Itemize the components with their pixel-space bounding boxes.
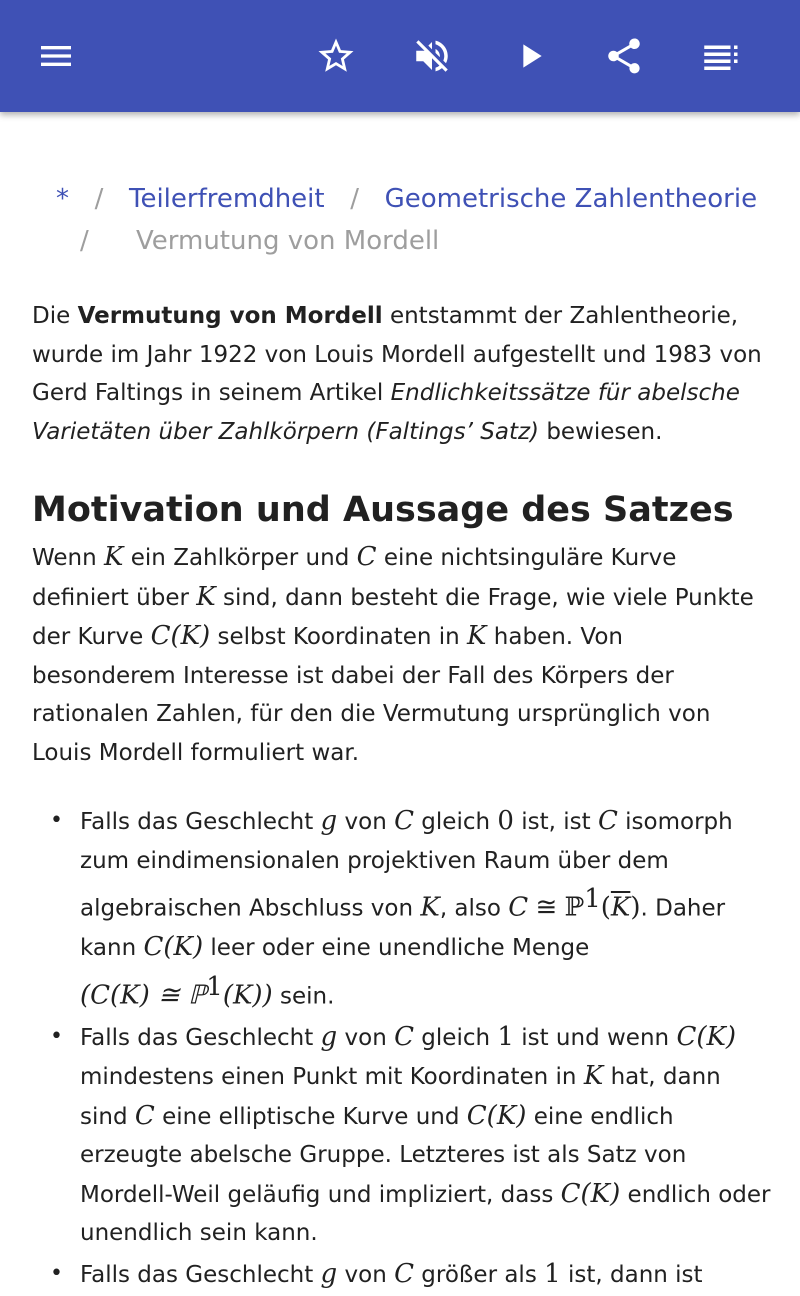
math-iso: ≅ [535,892,558,923]
playlist-button[interactable] [692,28,748,84]
math-K: K [104,542,124,572]
list-item: • Falls das Geschlecht g von C gleich 0 ist, ist C isomorph zum eindimensionalen projektiven Raum über dem algebraischen Abschluss von K, also C ≅ $ℙ^1(\overline{K})$. Daher kann C(K) leer oder eine unendliche Menge (C(K) ≅ ℙ$^1$(K)) sein. [32,802,772,1016]
math-P: ℙ [564,892,585,923]
article-citation: Endlichkeitssätze für abelsche Varietäten über Zahlkörpern (Faltings’ Satz) [32,380,740,445]
menu-button[interactable] [28,28,84,84]
intro-text: entstammt der Zahlentheorie, wurde im Jahr 1922 von Louis Mordell aufgestellt und 1983 von Gerd Faltings in seinem Artikel [32,303,762,406]
math-CK: C(K) [150,621,211,651]
intro-paragraph [32,297,772,451]
playlist-icon [699,35,741,77]
intro-bold-title: Vermutung von Mordell [77,303,383,329]
breadcrumb-current: Vermutung von Mordell [136,226,440,256]
breadcrumb-separator: / [350,184,359,214]
genus-cases-list [32,802,772,1296]
share-button[interactable] [596,28,652,84]
math-CK: C(K) [143,932,204,963]
math-C: C [356,542,377,572]
play-button[interactable] [502,28,558,84]
math-C: C [394,806,414,836]
intro-text: Die [32,303,78,329]
breadcrumb-item-geometrische-zahlentheorie[interactable]: Geometrische Zahlentheorie [384,184,758,214]
favorite-button[interactable] [308,28,364,84]
list-item: • Falls das Geschlecht g von C größer als 1 ist, dann ist [32,1255,772,1295]
math-C: C [508,892,529,923]
intro-text: bewiesen. [539,418,663,445]
list-item: • Falls das Geschlecht g von C gleich 1 ist und wenn C(K) mindestens einen Punkt mit Koordinaten in K hat, dann sind C eine elliptische Kurve und C(K) eine endlich erzeugte abelsche Gruppe. Letzteres ist als Satz von Mordell-Weil geläufig und impliziert, dass C(K) endlich oder unendlich sein kann. [32,1018,772,1253]
math-one: 1 [544,1258,561,1289]
math-g: g [320,1258,338,1289]
section-heading: Motivation und Aussage des Satzes [32,490,734,530]
breadcrumb-separator: / [94,184,104,214]
math-K: K [196,581,216,612]
math-iso-expr: (C(K) ≅ ℙ [80,980,207,1011]
math-CK: C(K) [560,1178,621,1209]
star-outline-icon [315,35,357,77]
breadcrumb-separator: / [80,226,89,256]
mute-button[interactable] [404,28,460,84]
motivation-paragraph: Wenn K ein Zahlkörper und C eine nichtsinguläre Kurve definiert über K sind, dann besteht die Frage, wie viele Punkte der Kurve C(K) selbst Koordinaten in K haben. Von besonderem Interesse ist dabei der Fall des Körpers der rationalen Zahlen, für den die Vermutung ursprünglich von Louis Mordell formuliert war. [32,542,754,766]
math-C: C [394,1021,414,1052]
volume-off-icon [411,35,453,77]
math-K: K [420,892,440,923]
math-CK: C(K) [676,1021,737,1052]
math-C: C [394,1258,414,1289]
math-K: K [467,621,487,651]
share-icon [603,35,645,77]
math-CK: C(K) [466,1100,527,1131]
breadcrumb-item-teilerfremdheit[interactable]: Teilerfremdheit [129,184,325,214]
math-g: g [320,1021,338,1052]
math-K: K [583,1061,604,1092]
breadcrumb [56,178,776,262]
math-C: C [597,806,618,836]
math-C: C [134,1100,155,1131]
math-zero: 0 [497,806,514,836]
math-g: g [320,806,338,836]
play-icon [510,36,550,76]
breadcrumb-home[interactable]: * [56,184,69,214]
math-one: 1 [584,884,601,914]
math-one: 1 [497,1021,514,1052]
app-toolbar [0,0,800,112]
math-K-bar: $\overline{K}$ [610,892,631,923]
hamburger-menu-icon [36,36,76,76]
